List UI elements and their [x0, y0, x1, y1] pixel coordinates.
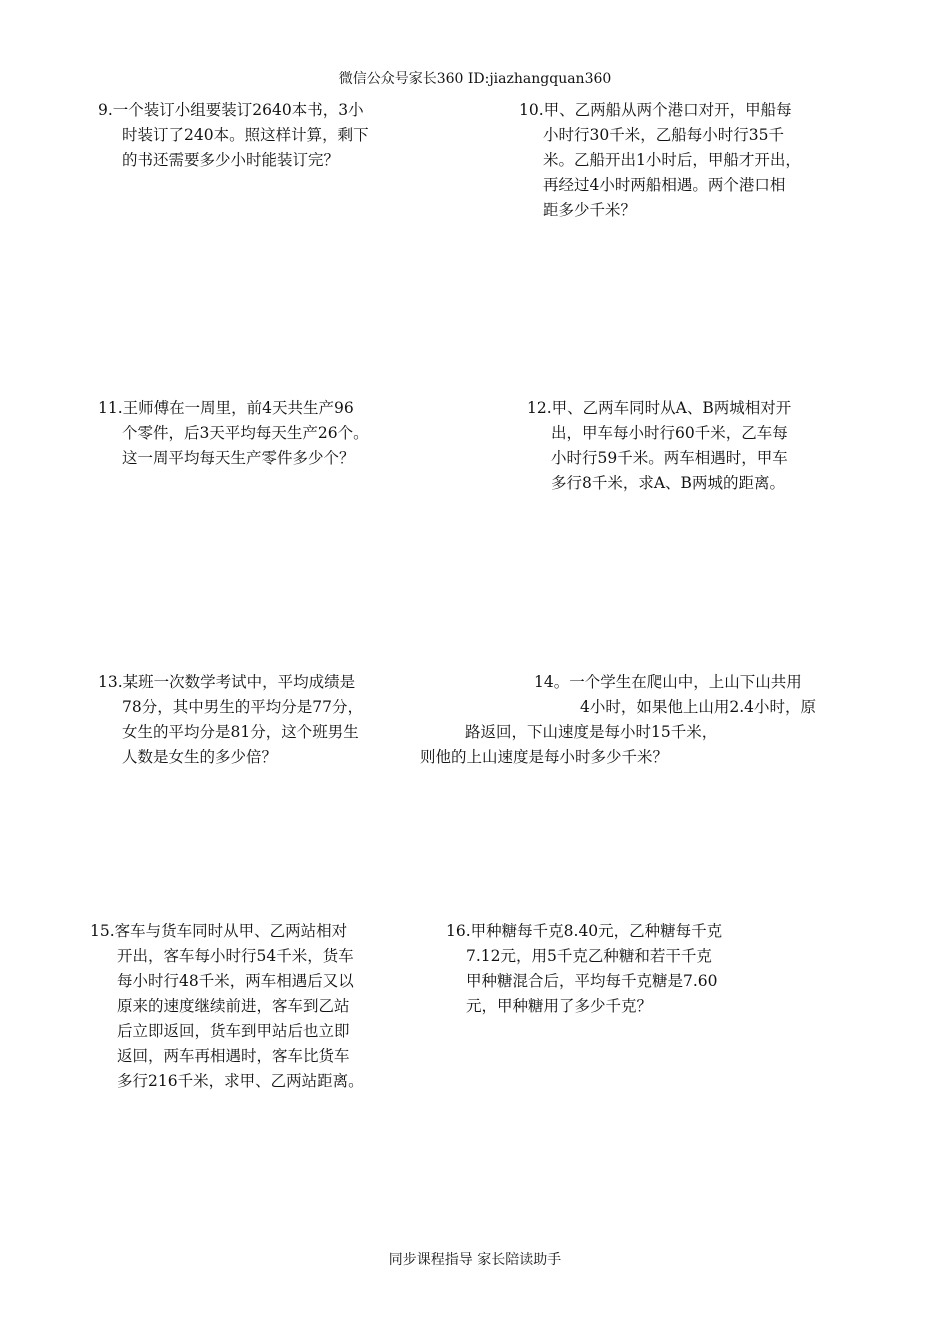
question-11-line: 这一周平均每天生产零件多少个？	[122, 449, 355, 467]
question-14-line: 则他的上山速度是每小时多少千米？	[420, 748, 669, 766]
question-12	[527, 396, 791, 496]
question-12-line: 多行8千米，求A、B两城的距离。	[551, 474, 785, 492]
question-12-line: 小时行59千米。两车相遇时，甲车	[551, 449, 788, 467]
question-13-line: 人数是女生的多少倍？	[122, 748, 278, 766]
question-16-line: 元，甲种糖用了多少千克？	[466, 997, 653, 1015]
question-10-line: 10.甲、乙两船从两个港口对开，甲船每	[519, 101, 792, 119]
question-10-line: 小时行30千米，乙船每小时行35千	[543, 126, 784, 144]
question-16-line: 7.12元，用5千克乙种糖和若干千克	[466, 947, 712, 965]
question-15-line: 后立即返回，货车到甲站后也立即	[117, 1022, 350, 1040]
question-15-line: 原来的速度继续前进，客车到乙站	[117, 997, 350, 1015]
question-16-line: 16.甲种糖每千克8.40元，乙种糖每千克	[446, 922, 723, 940]
question-16-line: 甲种糖混合后，平均每千克糖是7.60	[466, 972, 718, 990]
question-9-line: 时装订了240本。照这样计算，剩下	[122, 126, 369, 144]
question-12-line: 12.甲、乙两车同时从A、B两城相对开	[527, 399, 792, 417]
question-10-line: 距多少千米？	[543, 201, 637, 219]
question-14-line: 14。一个学生在爬山中，上山下山共用	[534, 673, 802, 691]
question-9	[98, 98, 369, 173]
question-15-line: 返回，两车再相遇时，客车比货车	[117, 1047, 350, 1065]
question-15-line: 开出，客车每小时行54千米，货车	[117, 947, 354, 965]
question-13-line: 女生的平均分是81分，这个班男生	[122, 723, 359, 741]
question-13	[98, 670, 363, 770]
question-11-line: 11.王师傅在一周里，前4天共生产96	[98, 399, 354, 417]
question-15-line: 多行216千米，求甲、乙两站距离。	[117, 1072, 364, 1090]
question-13-line: 13.某班一次数学考试中，平均成绩是	[98, 673, 356, 691]
question-11-line: 个零件，后3天平均每天生产26个。	[122, 424, 369, 442]
question-14	[420, 670, 816, 770]
page-footer: 同步课程指导 家长陪读助手	[388, 1252, 562, 1268]
question-15-line: 15.客车与货车同时从甲、乙两站相对	[90, 922, 348, 940]
question-9-line: 9.一个装订小组要装订2640本书，3小	[98, 101, 364, 119]
question-10-line: 米。乙船开出1小时后，甲船才开出，	[543, 151, 801, 169]
question-12-line: 出，甲车每小时行60千米，乙车每	[551, 424, 788, 442]
question-10-line: 再经过4小时两船相遇。两个港口相	[543, 176, 786, 194]
question-13-line: 78分，其中男生的平均分是77分，	[122, 698, 363, 716]
question-15	[90, 919, 364, 1094]
page-header: 微信公众号家长360 ID:jiazhangquan360	[338, 71, 612, 87]
question-14-line: 路返回，下山速度是每小时15千米，	[465, 723, 718, 741]
question-9-line: 的书还需要多少小时能装订完？	[122, 151, 340, 169]
question-14-line: 4小时，如果他上山用2.4小时，原	[580, 698, 817, 716]
question-16	[446, 919, 722, 1019]
question-15-line: 每小时行48千米，两车相遇后又以	[117, 972, 354, 990]
question-10	[519, 98, 801, 223]
question-11	[98, 396, 369, 471]
